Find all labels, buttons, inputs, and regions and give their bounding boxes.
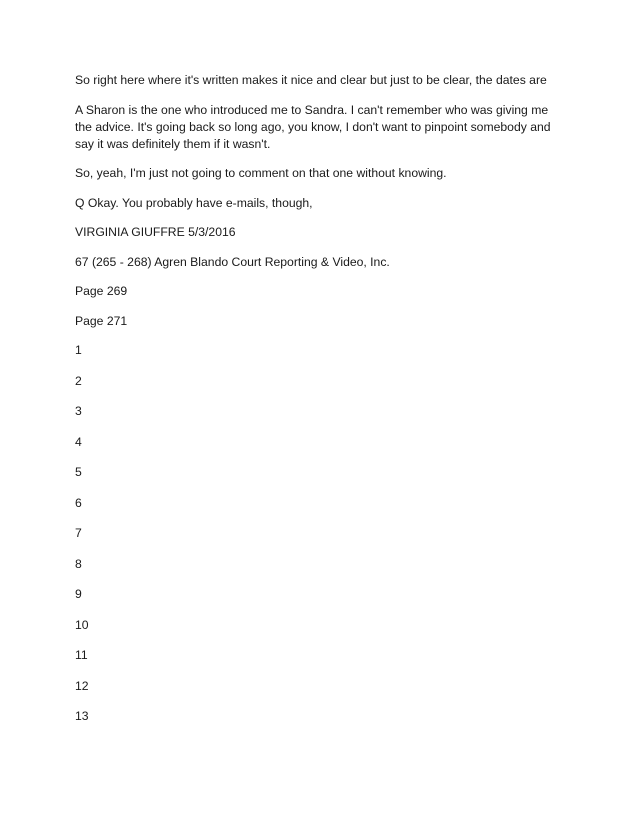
line-number: 5 <box>75 465 82 479</box>
paragraph-comment: So, yeah, I'm just not going to comment on that one without knowing. <box>75 166 447 180</box>
line-number: 12 <box>75 678 89 693</box>
line-number: 2 <box>75 373 82 388</box>
line-number: 3 <box>75 404 82 418</box>
line-number: 10 <box>75 617 89 632</box>
paragraph-dates: So right here where it's written makes it nice and clear but just to be clear, the dates are <box>75 73 547 87</box>
line-number: 4 <box>75 434 82 449</box>
transcript-content <box>75 72 565 739</box>
paragraph-sharon: A Sharon is the one who introduced me to Sandra. I can't remember who was giving me the advice. It's going back so long ago, you know, I don't want to pinpoint somebody and say it was definitely them if it wasn't. <box>75 102 551 151</box>
line-number: 9 <box>75 587 82 601</box>
line-number: 6 <box>75 495 82 510</box>
line-number: 11 <box>75 648 88 662</box>
page-label-271: Page 271 <box>75 313 128 328</box>
line-number: 8 <box>75 556 82 571</box>
line-number-list <box>75 342 565 725</box>
line-number: 1 <box>75 343 82 357</box>
reporter-footer: 67 (265 - 268) Agren Blando Court Reporting & Video, Inc. <box>75 254 390 269</box>
witness-header: VIRGINIA GIUFFRE 5/3/2016 <box>75 225 236 239</box>
paragraph-question: Q Okay. You probably have e-mails, though, <box>75 195 313 210</box>
line-number: 13 <box>75 709 89 723</box>
page-label-269: Page 269 <box>75 284 128 298</box>
line-number: 7 <box>75 526 82 540</box>
